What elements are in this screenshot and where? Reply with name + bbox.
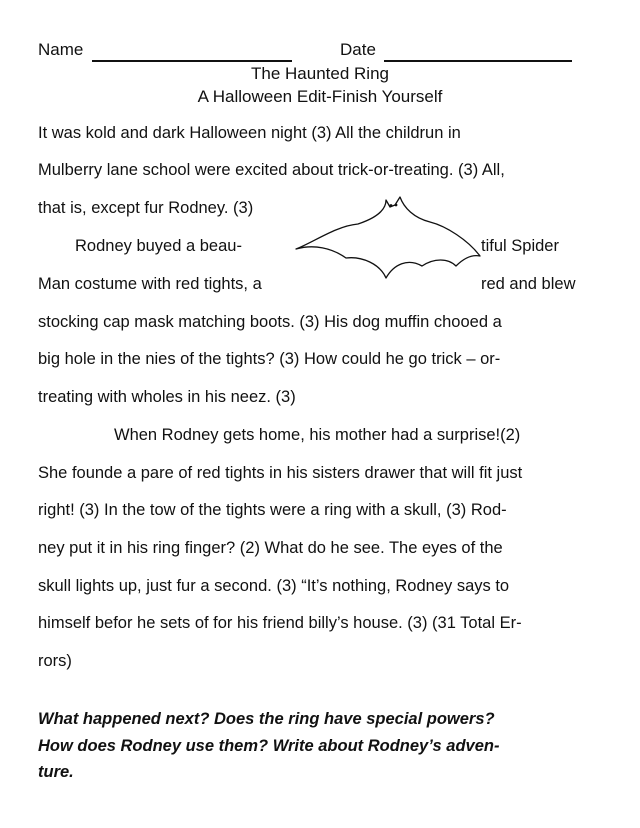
story-line: She founde a pare of red tights in his sisters drawer that will fit just bbox=[38, 464, 523, 482]
prompt-line: What happened next? Does the ring have special powers? bbox=[38, 710, 495, 728]
story-line: tiful Spider bbox=[481, 237, 559, 255]
story-line: Rodney buyed a beau- bbox=[75, 237, 242, 255]
worksheet-subtitle: A Halloween Edit-Finish Yourself bbox=[197, 87, 443, 106]
story-line: rors) bbox=[38, 652, 72, 670]
story-line: Man costume with red tights, a bbox=[38, 275, 262, 293]
bat-icon bbox=[292, 192, 488, 284]
story-line: skull lights up, just fur a second. (3) “It’s nothing, Rodney says to bbox=[38, 577, 510, 595]
story-line: red and blew bbox=[481, 275, 576, 293]
prompt-line: ture. bbox=[38, 763, 74, 781]
story-line: big hole in the nies of the tights? (3) How could he go trick – or- bbox=[38, 350, 501, 368]
name-label: Name bbox=[38, 40, 84, 59]
worksheet-title: The Haunted Ring bbox=[251, 64, 389, 83]
story-line: ney put it in his ring finger? (2) What do he see. The eyes of the bbox=[38, 539, 503, 557]
story-line: When Rodney gets home, his mother had a surprise!(2) bbox=[114, 426, 521, 444]
story-line: Mulberry lane school were excited about trick-or-treating. (3) All, bbox=[38, 161, 505, 179]
date-blank-line bbox=[384, 60, 572, 62]
name-blank-line bbox=[92, 60, 292, 62]
story-line: It was kold and dark Halloween night (3) All the childrun in bbox=[38, 124, 461, 142]
story-line: stocking cap mask matching boots. (3) His dog muffin chooed a bbox=[38, 313, 502, 331]
story-line: that is, except fur Rodney. (3) bbox=[38, 199, 254, 217]
story-line: right! (3) In the tow of the tights were a ring with a skull, (3) Rod- bbox=[38, 501, 507, 519]
date-label: Date bbox=[340, 40, 376, 59]
name-date-header bbox=[38, 40, 608, 64]
story-line: treating with wholes in his neez. (3) bbox=[38, 388, 296, 406]
story-line: himself befor he sets of for his friend billy’s house. (3) (31 Total Er- bbox=[38, 614, 522, 632]
prompt-line: How does Rodney use them? Write about Rodney’s adven- bbox=[38, 737, 500, 755]
